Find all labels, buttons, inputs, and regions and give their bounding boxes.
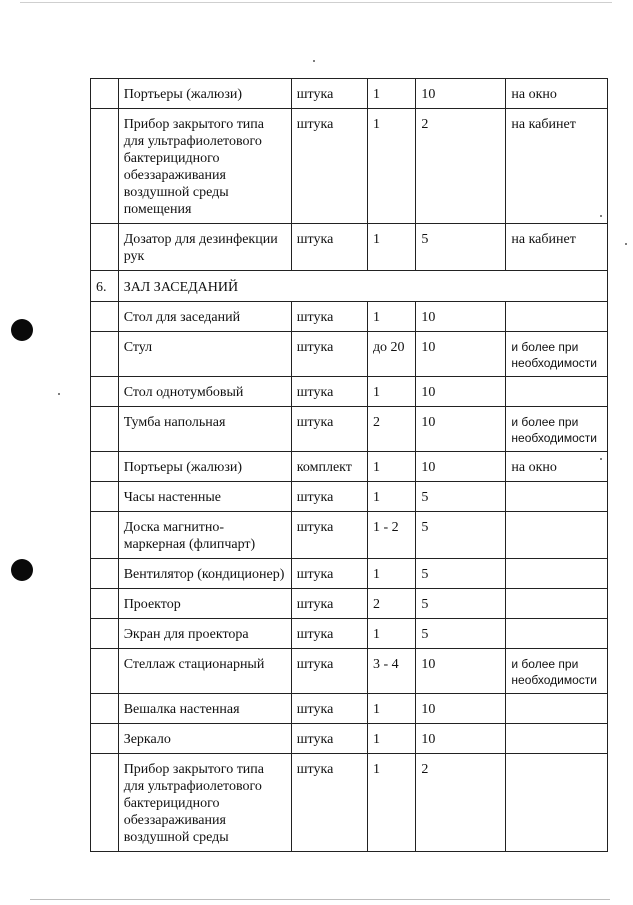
- row-number-cell: [91, 109, 119, 224]
- note-cell: [506, 559, 608, 589]
- note-cell: [506, 589, 608, 619]
- item-name-cell: Стеллаж стационарный: [118, 649, 291, 694]
- term-cell: 10: [416, 649, 506, 694]
- row-number-cell: [91, 754, 119, 852]
- table-row: [91, 482, 608, 512]
- row-number-cell: [91, 589, 119, 619]
- item-name-cell: Проектор: [118, 589, 291, 619]
- item-name-cell: Прибор закрытого типа для ультрафиолетового бактерицидного обеззараживания воздушной среды: [118, 754, 291, 852]
- row-number-cell: [91, 224, 119, 271]
- term-cell: 10: [416, 377, 506, 407]
- section-row: [91, 271, 608, 302]
- note-cell: на окно: [506, 79, 608, 109]
- row-number-cell: [91, 407, 119, 452]
- term-cell: 10: [416, 79, 506, 109]
- row-number-cell: [91, 377, 119, 407]
- scan-speck: [58, 393, 60, 395]
- row-number-cell: [91, 332, 119, 377]
- unit-cell: штука: [291, 724, 367, 754]
- section-number: 6.: [91, 271, 119, 302]
- item-name-cell: Часы настенные: [118, 482, 291, 512]
- quantity-cell: 2: [367, 589, 415, 619]
- quantity-cell: 1: [367, 109, 415, 224]
- item-name-cell: Дозатор для дезинфекции рук: [118, 224, 291, 271]
- note-cell: и более при необходимости: [506, 649, 608, 694]
- note-cell: [506, 482, 608, 512]
- note-cell: и более при необходимости: [506, 332, 608, 377]
- term-cell: 5: [416, 589, 506, 619]
- row-number-cell: [91, 559, 119, 589]
- unit-cell: штука: [291, 559, 367, 589]
- term-cell: 5: [416, 482, 506, 512]
- item-name-cell: Прибор закрытого типа для ультрафиолетового бактерицидного обеззараживания воздушной среды помещения: [118, 109, 291, 224]
- unit-cell: штука: [291, 482, 367, 512]
- item-name-cell: Тумба напольная: [118, 407, 291, 452]
- row-number-cell: [91, 302, 119, 332]
- item-name-cell: Стол однотумбовый: [118, 377, 291, 407]
- scan-speck: [625, 243, 627, 245]
- term-cell: 10: [416, 724, 506, 754]
- term-cell: 10: [416, 407, 506, 452]
- table-row: [91, 224, 608, 271]
- row-number-cell: [91, 79, 119, 109]
- item-name-cell: Портьеры (жалюзи): [118, 452, 291, 482]
- unit-cell: штука: [291, 224, 367, 271]
- unit-cell: штука: [291, 754, 367, 852]
- equipment-table: [90, 78, 608, 852]
- quantity-cell: 1: [367, 302, 415, 332]
- row-number-cell: [91, 452, 119, 482]
- note-cell: [506, 724, 608, 754]
- unit-cell: штука: [291, 109, 367, 224]
- quantity-cell: 1: [367, 559, 415, 589]
- note-cell: [506, 302, 608, 332]
- table-row: [91, 694, 608, 724]
- item-name-cell: Доска магнитно-маркерная (флипчарт): [118, 512, 291, 559]
- term-cell: 5: [416, 512, 506, 559]
- table-row: [91, 377, 608, 407]
- quantity-cell: 1: [367, 79, 415, 109]
- quantity-cell: до 20: [367, 332, 415, 377]
- row-number-cell: [91, 649, 119, 694]
- unit-cell: штука: [291, 302, 367, 332]
- unit-cell: штука: [291, 589, 367, 619]
- quantity-cell: 1: [367, 619, 415, 649]
- section-title: ЗАЛ ЗАСЕДАНИЙ: [118, 271, 607, 302]
- table-row: [91, 452, 608, 482]
- table-row: [91, 724, 608, 754]
- term-cell: 5: [416, 224, 506, 271]
- quantity-cell: 1: [367, 724, 415, 754]
- row-number-cell: [91, 694, 119, 724]
- note-cell: [506, 694, 608, 724]
- table-row: [91, 79, 608, 109]
- term-cell: 5: [416, 559, 506, 589]
- quantity-cell: 1: [367, 377, 415, 407]
- quantity-cell: 2: [367, 407, 415, 452]
- table-row: [91, 559, 608, 589]
- unit-cell: штука: [291, 619, 367, 649]
- note-cell: [506, 512, 608, 559]
- unit-cell: штука: [291, 512, 367, 559]
- punch-hole: [11, 319, 33, 341]
- punch-hole: [11, 559, 33, 581]
- term-cell: 10: [416, 332, 506, 377]
- quantity-cell: 1 - 2: [367, 512, 415, 559]
- note-cell: на окно: [506, 452, 608, 482]
- unit-cell: штука: [291, 649, 367, 694]
- table-row: [91, 302, 608, 332]
- row-number-cell: [91, 482, 119, 512]
- quantity-cell: 1: [367, 224, 415, 271]
- item-name-cell: Стол для заседаний: [118, 302, 291, 332]
- note-cell: [506, 377, 608, 407]
- unit-cell: штука: [291, 332, 367, 377]
- row-number-cell: [91, 512, 119, 559]
- term-cell: 2: [416, 754, 506, 852]
- table-row: [91, 754, 608, 852]
- quantity-cell: 3 - 4: [367, 649, 415, 694]
- quantity-cell: 1: [367, 694, 415, 724]
- scan-edge-bottom: [30, 899, 610, 900]
- note-cell: [506, 754, 608, 852]
- item-name-cell: Вентилятор (кондиционер): [118, 559, 291, 589]
- note-cell: [506, 619, 608, 649]
- unit-cell: штука: [291, 694, 367, 724]
- table-row: [91, 512, 608, 559]
- table-row: [91, 109, 608, 224]
- term-cell: 10: [416, 694, 506, 724]
- unit-cell: комплект: [291, 452, 367, 482]
- unit-cell: штука: [291, 79, 367, 109]
- note-cell: на кабинет: [506, 224, 608, 271]
- quantity-cell: 1: [367, 482, 415, 512]
- item-name-cell: Экран для проектора: [118, 619, 291, 649]
- quantity-cell: 1: [367, 452, 415, 482]
- table-row: [91, 649, 608, 694]
- row-number-cell: [91, 619, 119, 649]
- term-cell: 5: [416, 619, 506, 649]
- table-row: [91, 619, 608, 649]
- scan-edge-top: [20, 2, 612, 3]
- unit-cell: штука: [291, 377, 367, 407]
- table-row: [91, 589, 608, 619]
- scan-speck: [313, 60, 315, 62]
- table-row: [91, 407, 608, 452]
- note-cell: и более при необходимости: [506, 407, 608, 452]
- item-name-cell: Зеркало: [118, 724, 291, 754]
- item-name-cell: Стул: [118, 332, 291, 377]
- quantity-cell: 1: [367, 754, 415, 852]
- row-number-cell: [91, 724, 119, 754]
- term-cell: 10: [416, 452, 506, 482]
- unit-cell: штука: [291, 407, 367, 452]
- term-cell: 10: [416, 302, 506, 332]
- item-name-cell: Вешалка настенная: [118, 694, 291, 724]
- item-name-cell: Портьеры (жалюзи): [118, 79, 291, 109]
- term-cell: 2: [416, 109, 506, 224]
- note-cell: на кабинет: [506, 109, 608, 224]
- table-row: [91, 332, 608, 377]
